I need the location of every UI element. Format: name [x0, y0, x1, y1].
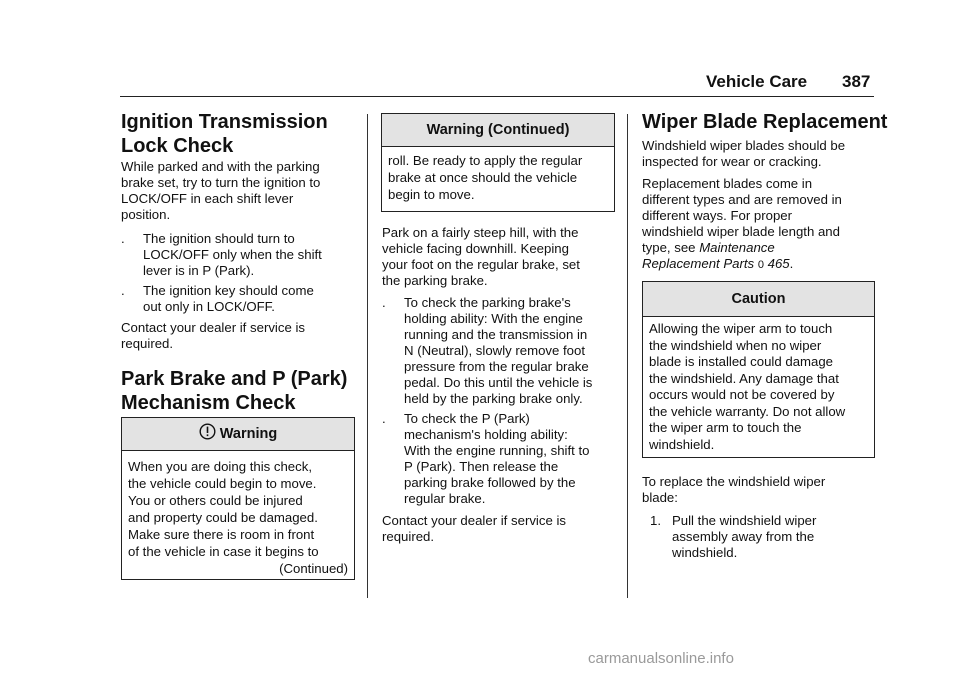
text-line: position. — [121, 207, 171, 222]
page-number: 387 — [842, 72, 871, 91]
text-line: Pull the windshield wiper — [672, 513, 817, 528]
text-line: and property could be damaged. — [128, 510, 318, 525]
text-line: Windshield wiper blades should be — [642, 138, 846, 153]
text-line: lever is in P (Park). — [143, 263, 255, 278]
section-title-ignition — [121, 110, 328, 158]
text-line: the vehicle could begin to move. — [128, 476, 317, 491]
text-line: pedal. Do this until the vehicle is — [404, 375, 593, 390]
text-line: N (Neutral), slowly remove foot — [404, 343, 586, 358]
text-line: your foot on the regular brake, set — [382, 257, 580, 272]
text-line: To check the parking brake's — [404, 295, 571, 310]
title-line: Park Brake and P (Park) — [121, 368, 348, 390]
text-line: inspected for wear or cracking. — [642, 154, 822, 169]
bullet-mark: . — [382, 295, 386, 310]
text-line: assembly away from the — [672, 529, 815, 544]
text-line: With the engine running, shift to — [404, 443, 590, 458]
text-line: pressure from the regular brake — [404, 359, 589, 374]
caution-body — [643, 317, 874, 453]
bullet-mark: . — [121, 283, 125, 298]
text-line: occurs would not be covered by — [649, 387, 835, 402]
warning-body — [122, 451, 354, 577]
text-line: of the vehicle in case it begins to — [128, 544, 319, 559]
text-line: LOCK/OFF in each shift lever — [121, 191, 294, 206]
wiper-steps-intro — [642, 474, 825, 506]
text-line: required. — [382, 529, 435, 544]
header-rule — [120, 96, 874, 97]
text-line: Replacement blades come in — [642, 176, 813, 191]
section-title-wiper: Wiper Blade Replacement — [642, 111, 888, 133]
text-line: roll. Be ready to apply the regular — [388, 153, 583, 168]
page-ref-number[interactable]: 465 — [767, 256, 790, 271]
text-line: the windshield when no wiper — [649, 337, 822, 353]
see-text: type, see — [642, 240, 700, 255]
text-line: brake at once should the vehicle — [388, 170, 578, 185]
text-line: Allowing the wiper arm to touch — [649, 321, 833, 336]
text-line: LOCK/OFF only when the shift — [143, 247, 322, 262]
text-line: out only in LOCK/OFF. — [143, 299, 275, 314]
text-line: held by the parking brake only. — [404, 391, 583, 406]
ignition-intro-paragraph — [121, 159, 320, 223]
caution-header: Caution — [643, 282, 874, 317]
text-line: required. — [121, 336, 174, 351]
text-line: windshield wiper blade length and — [642, 224, 840, 239]
warning-title: Warning — [219, 426, 278, 442]
text-line: blade: — [642, 490, 678, 505]
park-brake-intro-paragraph — [382, 225, 580, 289]
step-number: 1. — [650, 513, 661, 528]
text-line: running and the transmission in — [404, 327, 588, 342]
warning-continued-box — [381, 113, 615, 212]
bullet-text — [404, 411, 589, 507]
section-title-park-brake — [121, 367, 347, 415]
text-line: holding ability: With the engine — [404, 311, 583, 326]
text-line: P (Park). Then release the — [404, 459, 559, 474]
text-line: brake set, try to turn the ignition to — [121, 175, 321, 190]
warning-icon — [199, 423, 216, 440]
wiper-replacement-paragraph — [642, 176, 842, 273]
bullet-mark: . — [382, 411, 386, 426]
title-line: Lock Check — [121, 135, 234, 157]
text-line: While parked and with the parking — [121, 159, 320, 174]
text-line: windshield. — [672, 545, 738, 560]
bullet-mark: . — [121, 231, 125, 246]
warning-box — [121, 417, 355, 580]
column-divider-left — [367, 114, 368, 598]
running-header-section: Vehicle Care — [706, 72, 808, 91]
ignition-outro-paragraph — [121, 320, 305, 352]
replacement-parts-link[interactable]: Replacement Parts — [642, 256, 755, 271]
text-line: different ways. For proper — [642, 208, 793, 223]
text-line: Contact your dealer if service is — [121, 320, 305, 335]
page-ref-arrow: 0 — [757, 259, 764, 271]
bullet-text — [143, 283, 314, 315]
text-line: the vehicle warranty. Do not allow — [649, 403, 846, 419]
warning-continued-header: Warning (Continued) — [382, 114, 614, 147]
text-line: the parking brake. — [382, 273, 488, 288]
warning-continued-body — [382, 147, 614, 203]
text-line: You or others could be injured — [128, 493, 303, 508]
caution-box — [642, 281, 875, 458]
park-brake-outro-paragraph — [382, 513, 566, 545]
text-line: Park on a fairly steep hill, with the — [382, 225, 579, 240]
period: . — [789, 256, 794, 271]
text-line: To check the P (Park) — [404, 411, 530, 426]
text-line: Contact your dealer if service is — [382, 513, 566, 528]
text-line: parking brake followed by the — [404, 475, 576, 490]
continued-label: (Continued) — [279, 561, 348, 576]
text-line: begin to move. — [388, 187, 475, 202]
text-line: The ignition should turn to — [143, 231, 295, 246]
text-line — [642, 256, 842, 273]
text-line: Make sure there is room in front — [128, 527, 315, 542]
text-line: different types and are removed in — [642, 192, 842, 207]
text-line: To replace the windshield wiper — [642, 474, 826, 489]
text-line: the wiper arm to touch the — [649, 420, 802, 435]
warning-header — [122, 418, 354, 451]
text-line: blade is installed could damage — [649, 354, 834, 369]
step-text — [672, 513, 816, 561]
text-line: The ignition key should come — [143, 283, 314, 298]
text-line — [642, 240, 842, 256]
text-line: the windshield. Any damage that — [649, 370, 839, 386]
watermark: carmanualsonline.info — [588, 650, 734, 667]
bullet-text — [143, 231, 322, 279]
text-line: regular brake. — [404, 491, 486, 506]
bullet-text — [404, 295, 592, 407]
maintenance-link[interactable]: Maintenance — [699, 240, 775, 255]
text-line: mechanism's holding ability: — [404, 427, 568, 442]
text-line: When you are doing this check, — [128, 459, 312, 474]
column-divider-right — [627, 114, 628, 598]
text-line: vehicle facing downhill. Keeping — [382, 241, 569, 256]
title-line: Mechanism Check — [121, 392, 296, 414]
wiper-intro-paragraph — [642, 138, 845, 170]
title-line: Ignition Transmission — [121, 111, 328, 133]
text-line: windshield. — [649, 436, 715, 452]
